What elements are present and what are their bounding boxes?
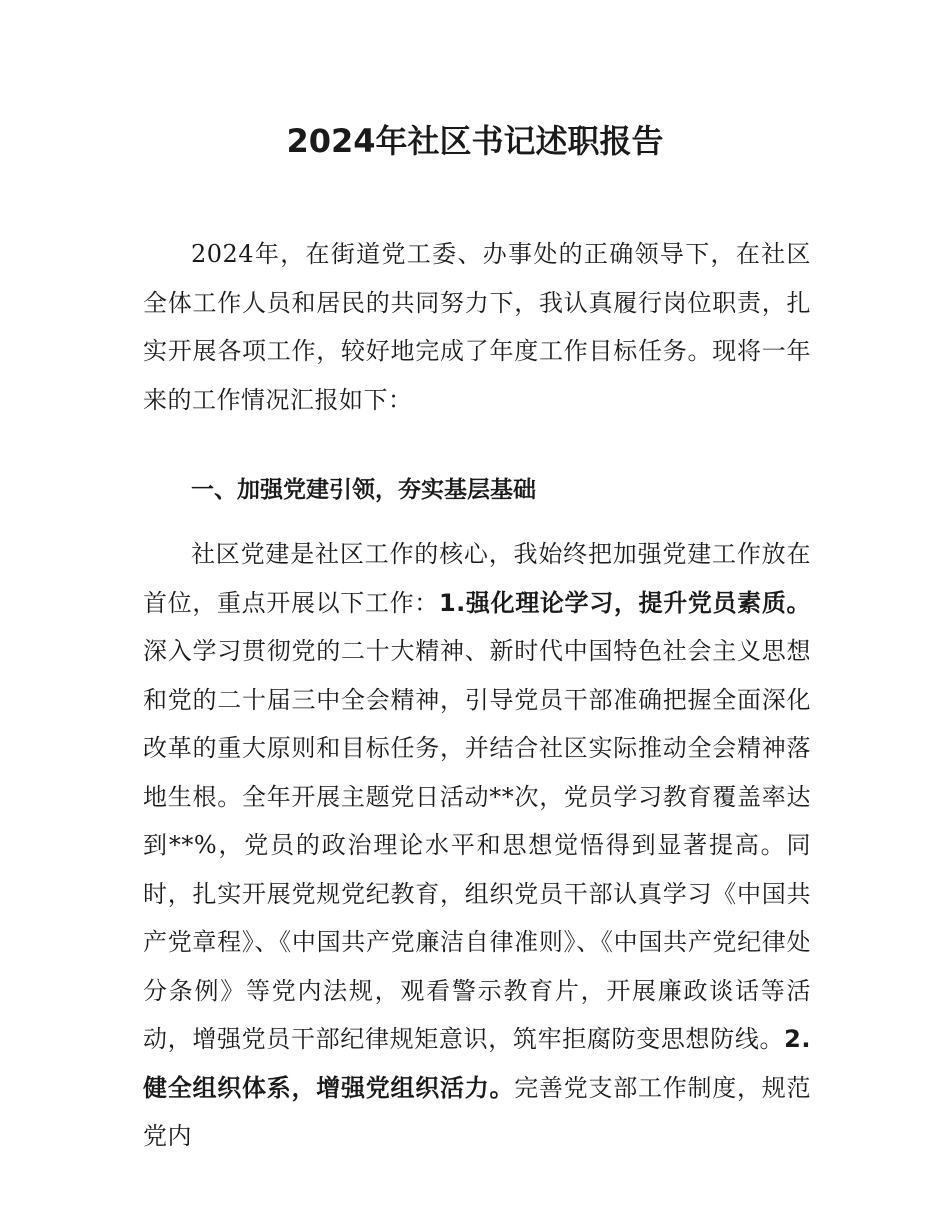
paragraph-text: 完善党支部工作制度，规范党内	[143, 1073, 811, 1150]
section-heading: 一、加强党建引领，夯实基层基础	[191, 477, 536, 503]
section-paragraph	[143, 530, 811, 1161]
intro-paragraph: 2024年，在街道党工委、办事处的正确领导下，在社区全体工作人员和居民的共同努力下，我认真履行岗位职责，扎实开展各项工作，较好地完成了年度工作目标任务。现将一年来的工作情况汇报如下：	[143, 240, 811, 414]
bold-subheading: 1.强化理论学习，提升党员素质。	[438, 588, 811, 617]
document-title: 2024年社区书记述职报告	[286, 122, 664, 160]
paragraph-text: 深入学习贯彻党的二十大精神、新时代中国特色社会主义思想和党的二十届三中全会精神，引导党员干部准确把握全面深化改革的重大原则和目标任务，并结合社区实际推动全会精神落地生根。全年开展主题党日活动**次，党员学习教育覆盖率达到**%，党员的政治理论水平和思想觉悟得到显著提高。同时，扎实开展党规党纪教育，组织党员干部认真学习《中国共产党章程》、《中国共产党廉洁自律准则》、《中国共产党纪律处分条例》等党内法规，观看警示教育片，开展廉政谈话等活动，增强党员干部纪律规矩意识，筑牢拒腐防变思想防线。	[143, 637, 811, 1053]
paragraph-text: 社区党建是社区工作的核心，我始终把加强党建工作放在首位，重点开展以下工作：	[143, 540, 811, 617]
bold-subheading: 2.健全组织体系，增强党组织活力。	[143, 1025, 811, 1102]
